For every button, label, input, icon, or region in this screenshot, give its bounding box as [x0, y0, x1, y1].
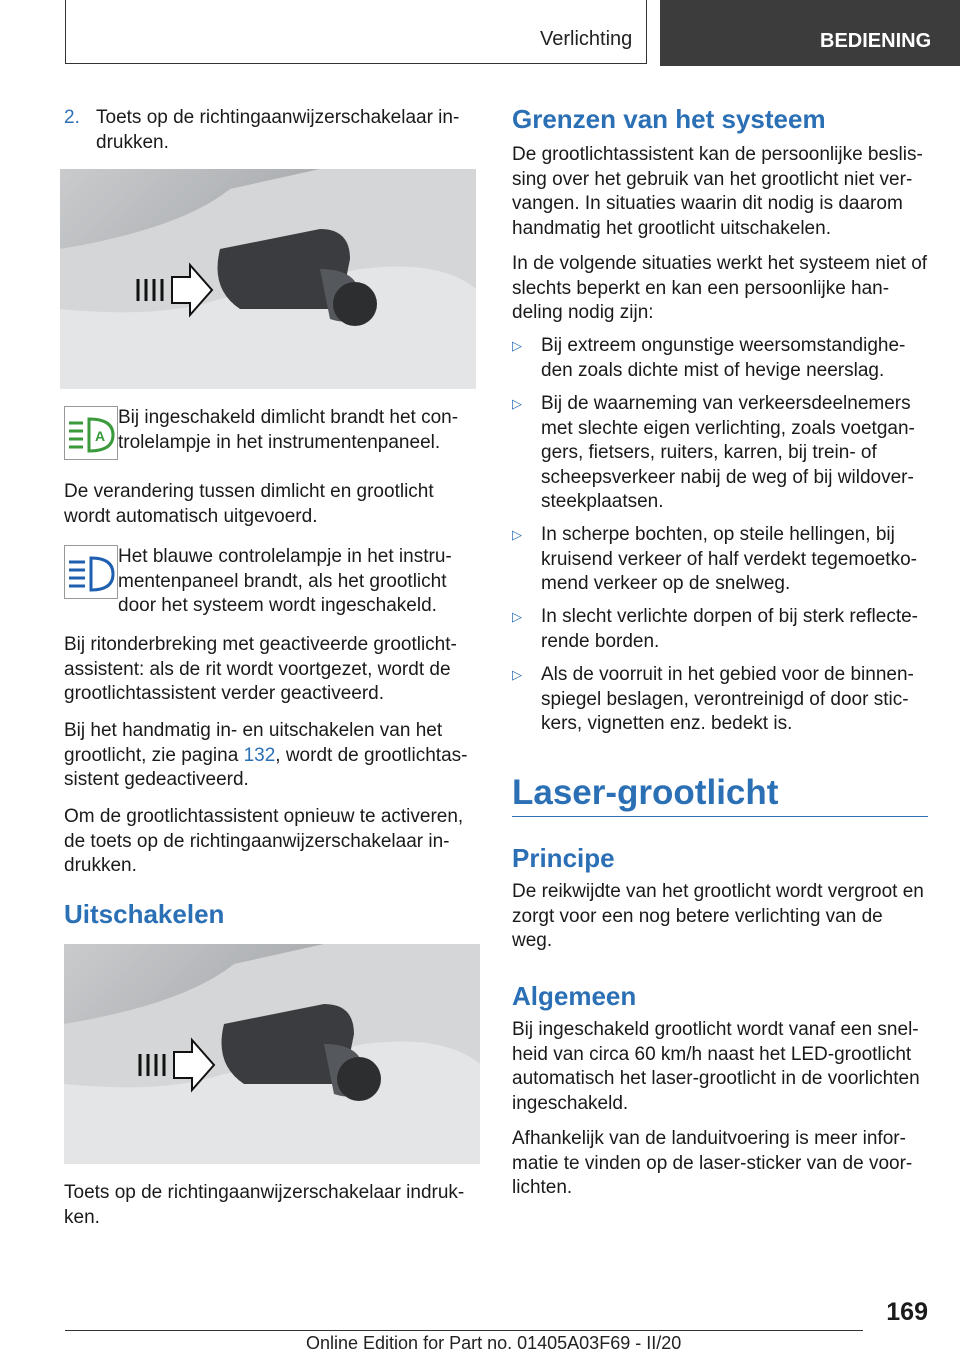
paragraph-reactivate: Om de grootlichtassistent opnieuw te activeren, de toets op de richtingaanwijzerschakelaar in- drukken.: [64, 806, 464, 876]
paragraph-interruption: Bij ritonderbreking met geactiveerde grootlicht-assistent: als de rit wordt voortgezet, wordt de grootlichtassistent verder geactiveerd.: [64, 634, 457, 704]
caption-switch-off: Toets op de richtingaanwijzerschakelaar indruk- ken.: [64, 1182, 465, 1228]
list-item-text: In slecht verlichte dorpen of bij sterk reflecte- rende borden.: [541, 606, 919, 652]
footer-edition: Online Edition for Part no. 01405A03F69 - II/20: [306, 1333, 682, 1353]
general-paragraph-2: Afhankelijk van de landuitvoering is meer infor- matie te vinden op de laser-sticker van de voor- lichten.: [512, 1128, 913, 1198]
stalk-photo-on: [60, 169, 476, 389]
step-number: 2.: [64, 107, 80, 128]
indicator-row-lowbeam: [64, 406, 476, 466]
indicator-row-highbeam: [64, 545, 476, 616]
numbered-step: [64, 106, 476, 155]
list-item-text: Als de voorruit in het gebied voor de binnen- spiegel beslagen, verontreinigd of door stic- kers, vignetten enz. bedekt is.: [541, 664, 914, 734]
principle-paragraph: De reikwijdte van het grootlicht wordt vergroot en zorgt voor een nog betere verlichting van de weg.: [512, 881, 924, 951]
list-item-text: Bij extreem ongunstige weersomstandighe- den zoals dichte mist of hevige neerslag.: [541, 335, 906, 381]
stalk-photo-off: [64, 944, 480, 1164]
header-chapter-tab: [660, 0, 960, 66]
general-paragraph-1: Bij ingeschakeld grootlicht wordt vanaf een snel- heid van circa 60 km/h naast het LED-grootlicht automatisch het laser-grootlicht in de voorlichten ingeschakeld.: [512, 1019, 920, 1114]
heading-general: Algemeen: [512, 981, 637, 1011]
heading-system-limits: Grenzen van het systeem: [512, 104, 826, 134]
triangle-bullet-icon: ▷: [512, 667, 522, 682]
manual-text-after: , wordt de grootlichtas- sistent gedeactiveerd.: [64, 744, 468, 790]
triangle-bullet-icon: ▷: [512, 338, 522, 353]
list-item-text: In scherpe bochten, op steile hellingen, bij kruisend verkeer of half verdekt tegemoetko- mend verkeer op de snelweg.: [541, 524, 917, 594]
triangle-bullet-icon: ▷: [512, 609, 522, 624]
limits-paragraph-1: De grootlichtassistent kan de persoonlijke beslis- sing over het gebruik van het grootlicht niet ver- vangen. In situaties waarin dit nodig is daarom handmatig het grootlicht uitschakelen.: [512, 144, 923, 239]
paragraph-manual: [64, 719, 476, 793]
header-section-title: Verlichting: [540, 28, 633, 50]
paragraph-change: De verandering tussen dimlicht en grootlicht wordt automatisch uitgevoerd.: [64, 481, 434, 527]
title-laser-high-beam: Laser-grootlicht: [512, 773, 779, 812]
heading-principle: Principe: [512, 843, 615, 873]
heading-switch-off: Uitschakelen: [64, 899, 225, 929]
step-text: Toets op de richtingaanwijzerschakelaar in- drukken.: [96, 107, 460, 153]
chapter-label: BEDIENING: [820, 30, 932, 52]
triangle-bullet-icon: ▷: [512, 527, 522, 542]
svg-text:A: A: [95, 428, 106, 444]
turn-signal-lever-illustration-off: [64, 944, 480, 1164]
indicator-lowbeam-text: Bij ingeschakeld dimlicht brandt het con- trolelampje in het instrumentenpaneel.: [118, 407, 459, 453]
footer-rule: [65, 1330, 863, 1331]
page-link-132[interactable]: 132: [243, 744, 276, 766]
triangle-bullet-icon: ▷: [512, 396, 522, 411]
indicator-highbeam-text: Het blauwe controlelampje in het instru- mentenpaneel brandt, als het grootlicht door het systeem wordt ingeschakeld.: [118, 546, 452, 616]
list-item-text: Bij de waarneming van verkeersdeelnemers met slechte eigen verlichting, zoals voetgan- gers, fietsers, ruiters, karren, bij trein- of scheepsverkeer nabij de weg of bij wildover- steekplaatsen.: [541, 393, 915, 512]
turn-signal-lever-illustration: [60, 169, 476, 389]
manual-text-before: Bij het handmatig in- en uitschakelen van het grootlicht, zie pagina: [64, 720, 443, 766]
high-beam-blue-icon: [64, 545, 118, 599]
page-number: 169: [886, 1298, 928, 1326]
title-underline: [512, 816, 928, 817]
limits-paragraph-2: In de volgende situaties werkt het systeem niet of slechts beperkt en kan een persoonlijke han- deling nodig zijn:: [512, 253, 928, 323]
auto-high-beam-green-icon: [64, 406, 118, 460]
